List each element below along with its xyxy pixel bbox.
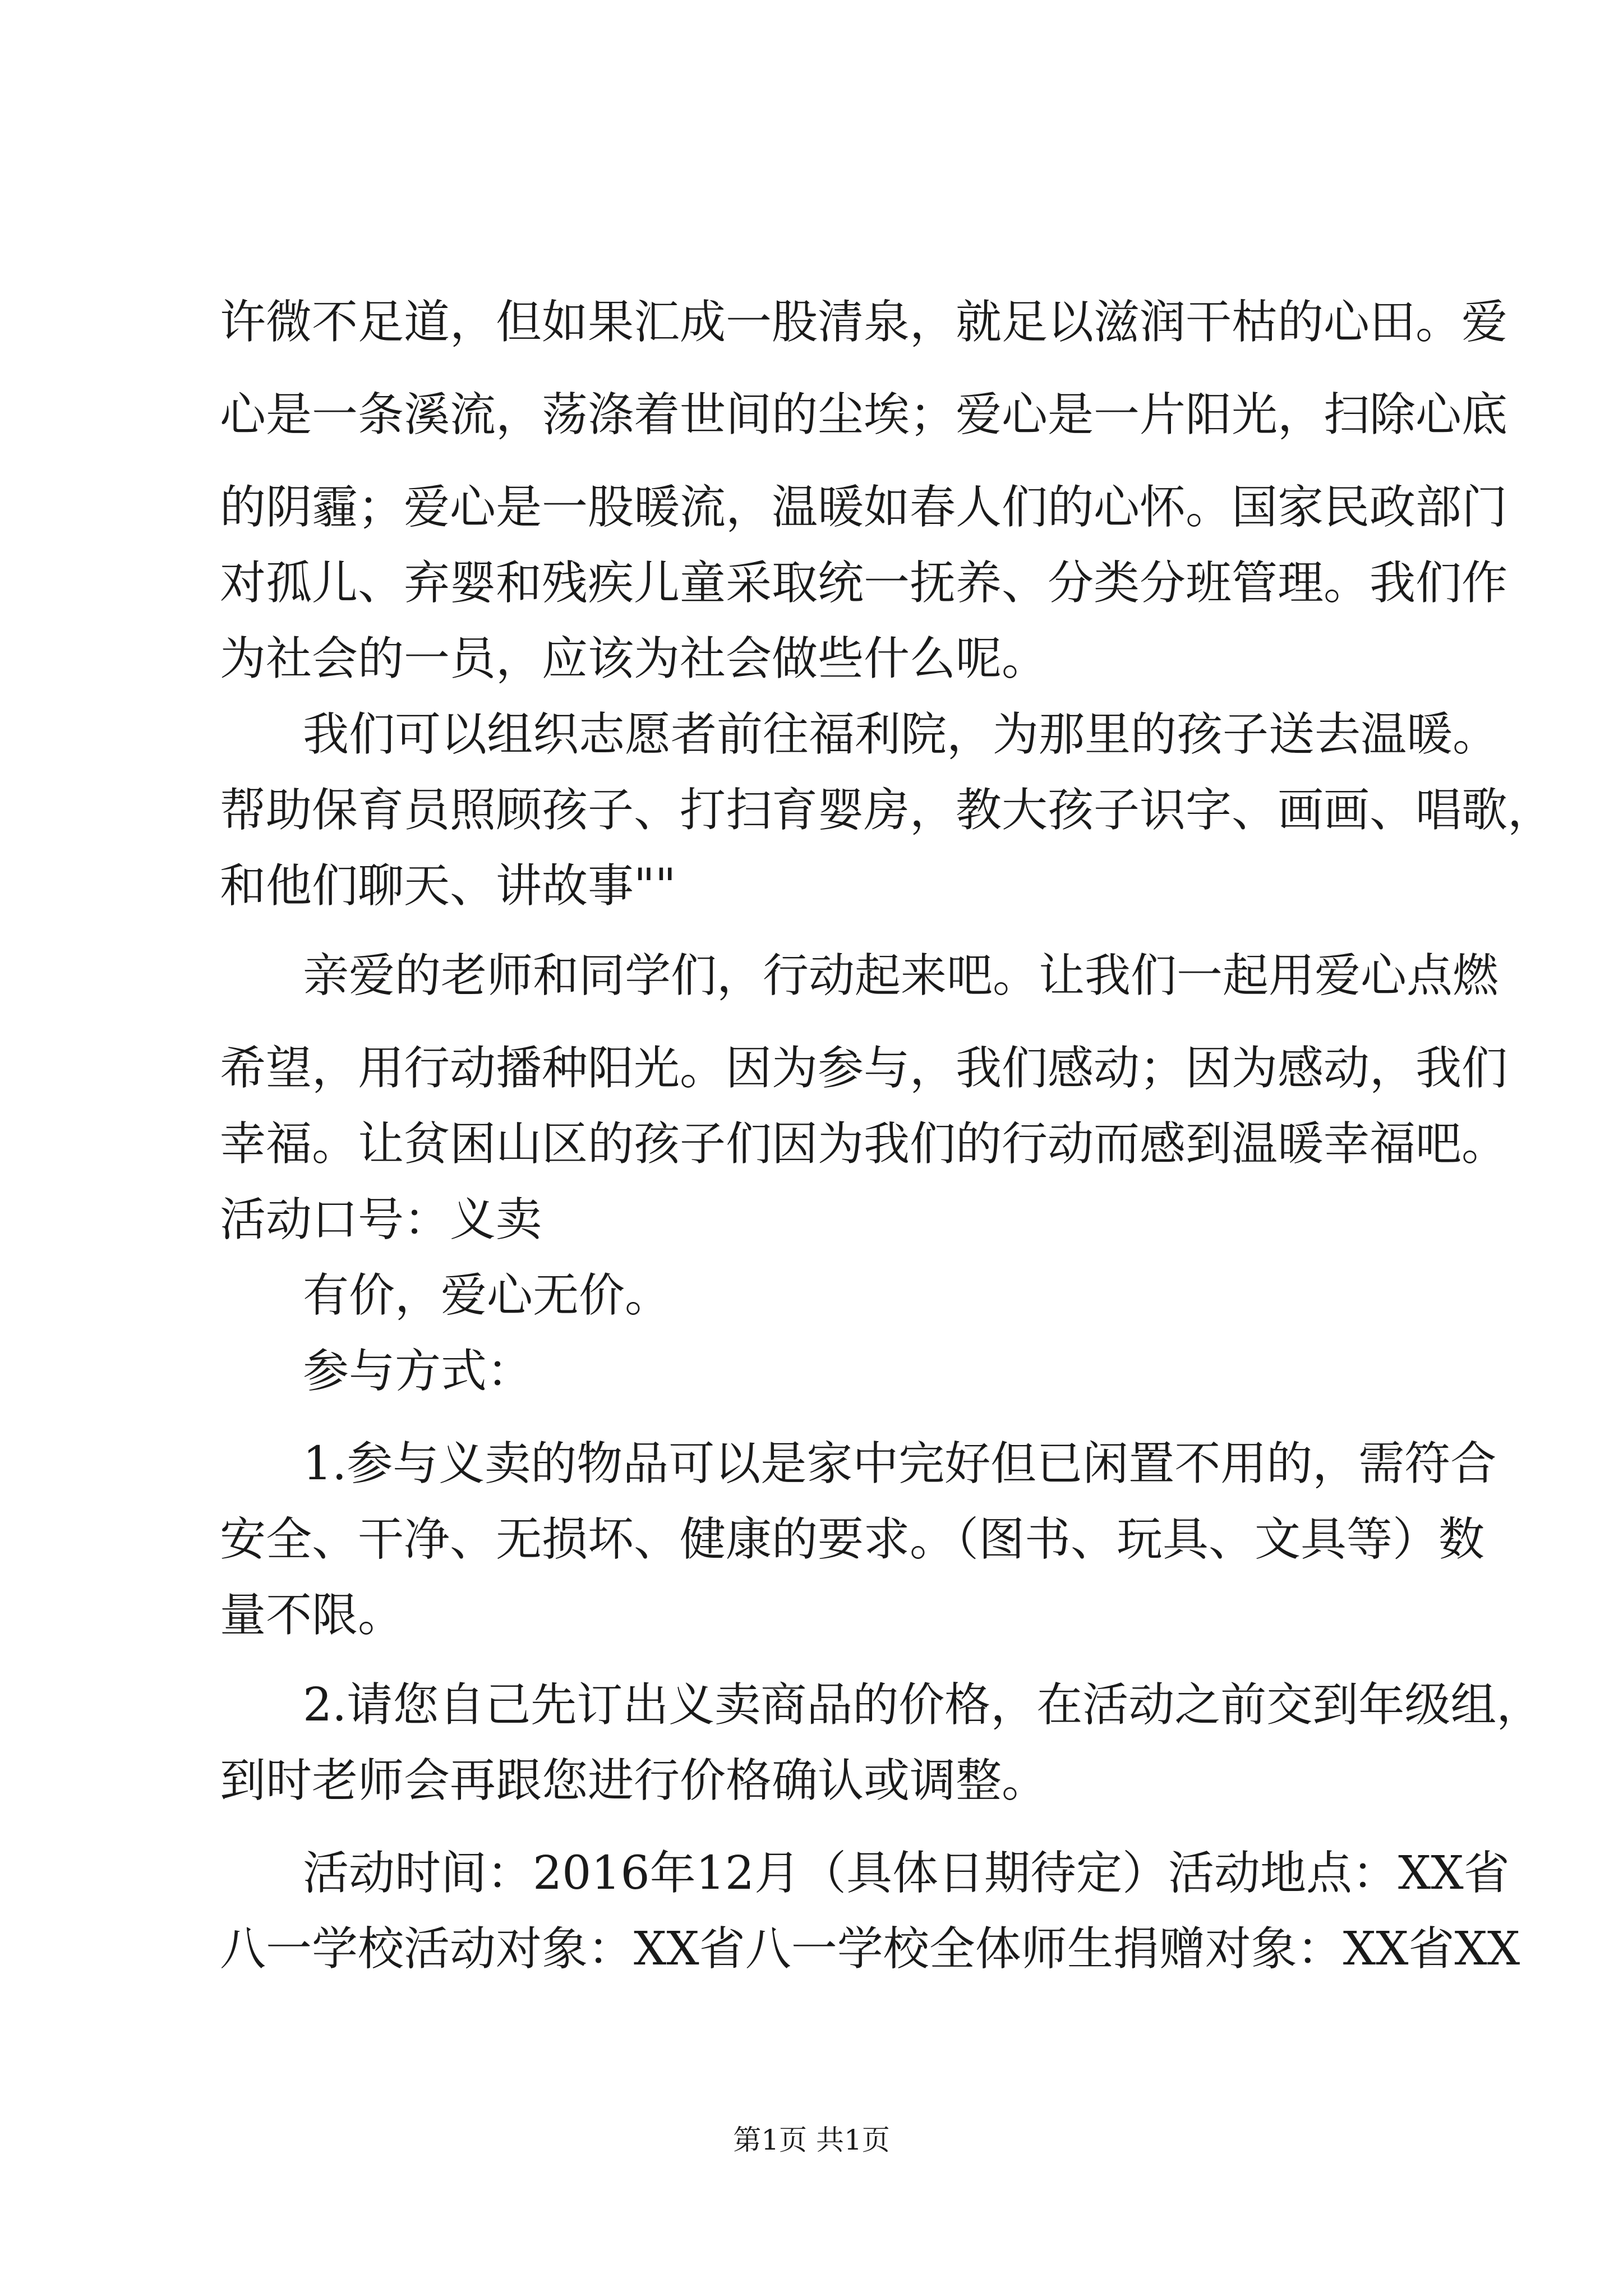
text-line: 活动口号：义卖 — [220, 1193, 542, 1246]
text-line: 的阴霾；爱心是一股暖流，温暖如春人们的心怀。国家民政部门 — [220, 481, 1508, 534]
text-line: 我们可以组织志愿者前往福利院，为那里的孩子送去温暖。 — [303, 708, 1499, 761]
text-line: 对孤儿、弃婴和残疾儿童采取统一抚养、分类分班管理。我们作 — [220, 556, 1508, 610]
page-footer: 第1页 共1页 — [733, 2124, 890, 2156]
text-line: 希望，用行动播种阳光。因为参与，我们感动；因为感动，我们 — [220, 1042, 1508, 1095]
text-line: 八一学校活动对象：XX省八一学校全体师生捐赠对象：XX省XX — [220, 1922, 1520, 1976]
text-line: 为社会的一员，应该为社会做些什么呢。 — [220, 632, 1048, 685]
text-line: 亲爱的老师和同学们，行动起来吧。让我们一起用爱心点燃 — [303, 949, 1499, 1002]
text-line: 1.参与义卖的物品可以是家中完好但已闲置不用的，需符合 — [303, 1437, 1497, 1490]
text-line: 活动时间：2016年12月（具体日期待定）活动地点：XX省 — [303, 1847, 1510, 1900]
text-line: 帮助保育员照顾孩子、打扫育婴房，教大孩子识字、画画、唱歌， — [220, 784, 1554, 837]
text-line: 许微不足道，但如果汇成一股清泉，就足以滋润干枯的心田。爱 — [220, 296, 1508, 349]
text-line: 量不限。 — [220, 1589, 404, 1642]
text-line: 和他们聊天、讲故事"" — [220, 859, 676, 913]
text-line: 到时老师会再跟您进行价格确认或调整。 — [220, 1754, 1048, 1807]
text-line: 参与方式： — [303, 1345, 533, 1398]
text-line: 2.请您自己先订出义卖商品的价格，在活动之前交到年级组， — [303, 1678, 1543, 1732]
text-line: 有价，爱心无价。 — [303, 1269, 671, 1322]
text-line: 安全、干净、无损坏、健康的要求。（图书、玩具、文具等）数 — [220, 1513, 1485, 1566]
text-line: 心是一条溪流，荡涤着世间的尘埃；爱心是一片阳光，扫除心底 — [220, 388, 1508, 441]
text-line: 幸福。让贫困山区的孩子们因为我们的行动而感到温暖幸福吧。 — [220, 1117, 1508, 1171]
